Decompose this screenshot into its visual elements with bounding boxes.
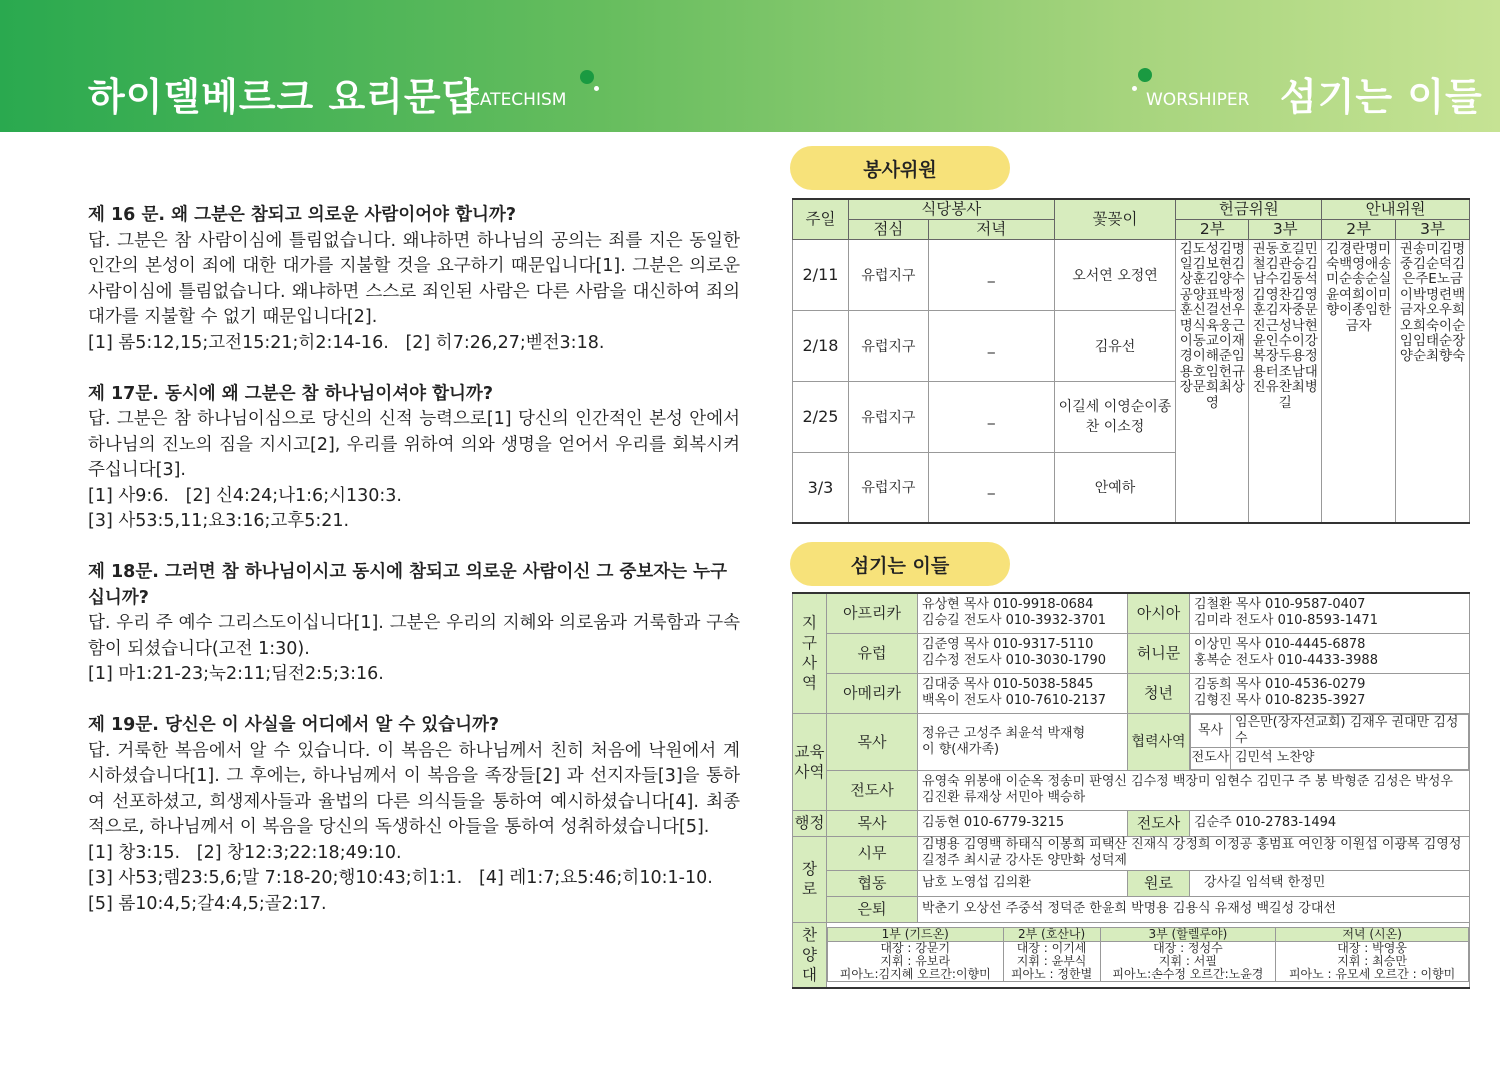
choir-cell	[826, 922, 1469, 988]
person-name: 박정훈	[1179, 286, 1245, 319]
coop-names: 임은만(장자선교회) 김재우 권대만 김성수	[1231, 714, 1469, 747]
coop-role: 전도사	[1191, 747, 1231, 769]
person-name: 오희숙	[1399, 317, 1440, 334]
person-name: 김양수	[1205, 271, 1245, 288]
elders-label	[793, 836, 827, 922]
person-name: 김자중	[1265, 302, 1305, 319]
person-name: 장양순	[1399, 332, 1466, 365]
catechism-reference: [1] 마1:21-23;눅2:11;딤전2:5;3:16.	[88, 664, 384, 684]
catechism-reference: [3] 사53:5,11;요3:16;고후5:21.	[88, 511, 350, 531]
member-line: 대장 : 정성수	[1153, 941, 1223, 956]
table-row	[793, 239, 1470, 310]
catechism-subtitle: CATECHISM	[468, 90, 567, 110]
dinner-cell: _	[928, 239, 1054, 310]
lunch-cell: 유럽지구	[848, 381, 928, 452]
header-offering-p3: 3부	[1249, 219, 1322, 239]
header-offering-p2: 2부	[1176, 219, 1249, 239]
person-name: 김명일	[1179, 240, 1245, 272]
catechism-answer: 답. 우리 주 예수 그리스도이십니다[1]. 그분은 우리의 지혜와 의로움과 거룩함과 구속함이 되셨습니다(고전 1:30).	[88, 613, 740, 659]
catechism-section	[88, 203, 740, 943]
person-name: 육웅근	[1205, 317, 1245, 334]
person-name: 윤인수	[1252, 332, 1292, 349]
education-pastor-label: 목사	[826, 713, 917, 770]
person-name: 명미숙	[1326, 240, 1392, 272]
contact-line: 유상현 목사 010-9918-0684	[922, 597, 1094, 613]
district-name: 아메리카	[826, 673, 917, 713]
name-line: 유영숙 위봉애 이순옥 정송미 판영신 김수정 백장미 임현수 김민구 주 봉 박형준 김성은 박성우	[922, 774, 1453, 789]
person-name: 이해준	[1192, 348, 1232, 365]
district-contacts	[918, 593, 1128, 633]
name-line: 김진환 류재상 서민아 백승하	[922, 790, 1086, 805]
person-name: 김보현	[1192, 255, 1232, 272]
admin-pastor-value: 김동현 010-6779-3215	[918, 810, 1128, 836]
person-name: 김동석	[1278, 271, 1318, 288]
person-name: 장문희	[1179, 379, 1219, 396]
district-name: 아시아	[1128, 593, 1190, 633]
person-name: 김명중	[1399, 240, 1466, 272]
label-char: 역	[801, 674, 817, 693]
header-banner	[0, 0, 1500, 132]
table-row	[793, 673, 1470, 713]
person-name: 박명련	[1412, 286, 1453, 303]
dinner-cell: _	[928, 381, 1054, 452]
catechism-reference: [1] 창3:15. [2] 창12:3;22:18;49:10.	[88, 842, 402, 863]
person-name: 이순임	[1399, 317, 1466, 349]
dot-icon	[594, 86, 599, 91]
person-name: 김경란	[1326, 240, 1366, 257]
district-contacts	[1190, 673, 1470, 713]
person-name: 진유찬	[1252, 379, 1292, 396]
contact-line: 백옥이 전도사 010-7610-2137	[922, 693, 1107, 708]
person-name: 이종임	[1339, 302, 1379, 319]
contact-line: 김동희 목사 010-4536-0279	[1194, 677, 1366, 692]
choir-group-members	[1100, 942, 1276, 982]
choir-group-name: 3부 (할렐루야)	[1100, 928, 1276, 942]
worshipers-table	[792, 592, 1470, 989]
catechism-block	[88, 713, 740, 917]
contact-line: 김승길 전도사 010-3932-3701	[922, 613, 1107, 629]
district-contacts	[918, 633, 1128, 673]
week-date: 2/18	[793, 310, 849, 381]
catechism-question: 제 19문. 당신은 이 사실을 어디에서 알 수 있습니까?	[88, 715, 500, 735]
person-name: 장두용	[1265, 348, 1305, 365]
person-name: 송순실	[1352, 271, 1392, 288]
person-name: 노금이	[1399, 271, 1463, 303]
person-name: 송미순	[1326, 255, 1392, 288]
table-row	[793, 593, 1470, 633]
person-name: 김관승	[1265, 255, 1305, 272]
district-name: 허니문	[1128, 633, 1190, 673]
name-line: 김병용 김영백 하태식 이봉희 피택산 진재식 강정희 이정공 홍범표 여인창 이원섭 이광복 김영성	[922, 837, 1462, 852]
person-name: 백금자	[1399, 286, 1466, 319]
table-row	[793, 633, 1470, 673]
catechism-title: 하이델베르크 요리문답	[88, 75, 480, 119]
contact-line: 홍복순 전도사 010-4433-3988	[1194, 653, 1378, 668]
elders-senior-label: 원로	[1128, 870, 1190, 896]
person-name: 공양표	[1179, 286, 1219, 303]
elders-retired-names: 박춘기 오상선 주중석 정덕준 한윤희 박명용 김용식 유재성 백길성 강대선	[918, 896, 1470, 922]
dinner-cell: _	[928, 310, 1054, 381]
header-meal: 식당봉사	[848, 199, 1054, 219]
member-line: 지휘 : 서필	[1158, 954, 1217, 969]
label-line: 사역	[794, 762, 825, 781]
person-name: 권동호	[1252, 240, 1292, 257]
person-name: 김상훈	[1179, 255, 1245, 288]
flower-cell: 오서연 오정연	[1054, 239, 1176, 310]
label-char: 장	[801, 860, 817, 878]
contact-line: 이상민 목사 010-4445-6878	[1194, 637, 1366, 652]
education-label	[793, 713, 827, 810]
admin-pastor-label: 목사	[826, 810, 917, 836]
member-line: 지휘 : 유보라	[880, 954, 951, 969]
catechism-reference: [5] 롬10:4,5;갈4:4,5;골2:17.	[88, 893, 327, 914]
service-table	[792, 198, 1470, 524]
coop-role: 목사	[1191, 714, 1231, 747]
district-name: 청년	[1128, 673, 1190, 713]
member-line: 대장 : 박영웅	[1337, 941, 1407, 956]
person-name: 이동교	[1179, 332, 1219, 349]
label-char: 대	[801, 965, 817, 984]
district-name: 아프리카	[826, 593, 917, 633]
choir-group-name: 1부 (기드온)	[827, 928, 1003, 942]
person-name: 김도성	[1179, 240, 1219, 257]
table-row	[793, 922, 1470, 988]
label-char: 찬	[801, 925, 817, 944]
service-pill: 봉사위원	[790, 146, 1010, 190]
contact-line: 김수정 전도사 010-3030-1790	[922, 653, 1107, 668]
elders-retired-label: 은퇴	[826, 896, 917, 922]
table-row	[793, 870, 1470, 896]
education-pastor-names	[918, 713, 1128, 770]
admin-label: 행정	[793, 810, 827, 836]
person-name: 조남대	[1278, 363, 1318, 380]
coop-label: 협력사역	[1128, 713, 1190, 770]
table-row	[793, 896, 1470, 922]
dot-icon	[1138, 68, 1152, 82]
admin-evangelist-value: 김순주 010-2783-1494	[1190, 810, 1470, 836]
offering-p2-list	[1176, 239, 1249, 523]
catechism-block	[88, 560, 740, 688]
elders-active-label: 시무	[826, 836, 917, 870]
person-name: 오우희	[1426, 302, 1466, 319]
person-name: 이종찬 이소정	[1085, 398, 1172, 435]
catechism-reference: [1] 사9:6. [2] 신4:24;나1:6;시130:3.	[88, 485, 402, 506]
choir-label	[793, 922, 827, 988]
week-date: 2/25	[793, 381, 849, 452]
contact-line: 김준영 목사 010-9317-5110	[922, 637, 1094, 652]
member-line: 피아노:김지혜 오르간:이향미	[839, 967, 991, 982]
catechism-question: 제 17문. 동시에 왜 그분은 참 하나님이셔야 합니까?	[88, 383, 493, 404]
person-name: 성낙현	[1278, 317, 1318, 334]
elders-assoc-names: 남호 노영섭 김의환	[918, 870, 1128, 896]
elders-senior-names: 강사길 임석택 한정민	[1190, 870, 1470, 896]
dot-icon	[580, 70, 594, 84]
catechism-question: 제 16 문. 왜 그분은 참되고 의로운 사람이어야 합니까?	[88, 205, 516, 225]
table-row	[793, 810, 1470, 836]
catechism-answer: 답. 그분은 참 하나님이심으로 당신의 신적 능력으로[1] 당신의 인간적인 본성 안에서 하나님의 진노의 짐을 지시고[2], 우리를 위하여 의와 생명을 얻어서 우리를 회복시켜 주십니다[3].	[88, 409, 740, 480]
member-line: 피아노:손수정 오르간:노윤경	[1112, 967, 1264, 982]
person-name: 김은주E	[1402, 255, 1466, 288]
catechism-block	[88, 203, 740, 356]
choir-group-members	[827, 942, 1003, 982]
catechism-reference: [3] 사53;렘23:5,6;말 7:18-20;행10:43;히1:1. [4] 레1:7;요5:46;히10:1-10.	[88, 868, 713, 888]
person-name: 이길세 이영순	[1058, 398, 1145, 415]
person-name: 김순덕	[1412, 255, 1453, 272]
person-name: 이재경	[1179, 332, 1245, 365]
table-row	[793, 770, 1470, 810]
lunch-cell: 유럽지구	[848, 239, 928, 310]
person-name: 최향숙	[1426, 348, 1466, 365]
person-name: 윤여희	[1326, 286, 1366, 303]
header-week: 주일	[793, 199, 849, 239]
choir-group-members	[1003, 942, 1100, 982]
contact-line: 김대중 목사 010-5038-5845	[922, 677, 1094, 692]
member-line: 대장 : 이기세	[1016, 941, 1087, 956]
name-line: 이 향(새가족)	[922, 741, 1000, 757]
person-name: 최상영	[1205, 379, 1245, 411]
worshipers-pill: 섬기는 이들	[790, 542, 1010, 586]
person-name: 길민철	[1252, 240, 1318, 272]
catechism-reference: [1] 롬5:12,15;고전15:21;히2:14-16. [2] 히7:26,27;벧전3:18.	[88, 332, 605, 353]
worshiper-subtitle: WORSHIPER	[1146, 90, 1250, 110]
district-name: 유럽	[826, 633, 917, 673]
person-name: 한금자	[1345, 302, 1392, 334]
lunch-cell: 유럽지구	[848, 452, 928, 523]
header-guide-p2: 2부	[1322, 219, 1396, 239]
dot-icon	[1132, 86, 1137, 91]
district-contacts	[1190, 593, 1470, 633]
contact-line: 김철환 목사 010-9587-0407	[1194, 597, 1366, 613]
person-name: 김남수	[1252, 255, 1318, 288]
choir-group-members	[1276, 942, 1469, 982]
table-row	[793, 836, 1470, 870]
catechism-block	[88, 382, 740, 535]
label-char: 구	[801, 634, 817, 653]
dinner-cell: _	[928, 452, 1054, 523]
person-name: 권송미	[1399, 240, 1440, 257]
coop-names: 김민석 노찬양	[1231, 747, 1469, 769]
person-name: 김영찬	[1252, 286, 1292, 303]
choir-group-name: 저녁 (시온)	[1276, 928, 1469, 942]
flower-cell	[1054, 381, 1176, 452]
offering-p3-list	[1249, 239, 1322, 523]
contact-line: 김형진 목사 010-8235-3927	[1194, 693, 1366, 708]
elders-active-names	[918, 836, 1470, 870]
label-char: 사	[801, 654, 817, 673]
catechism-answer: 답. 그분은 참 사람이심에 틀림없습니다. 왜냐하면 하나님의 공의는 죄를 지은 동일한 인간의 본성이 죄에 대한 대가를 지불할 것을 요구하기 때문입니다[1]. 그분은 의로운 사람이심에 틀림없습니다. 왜냐하면 스스로 죄인된 사람은 다른 사람을 대신하여 죄의 대가를 지불할 수 없기 때문입니다[2].	[88, 230, 740, 327]
guide-p3-list	[1396, 239, 1470, 523]
lunch-cell: 유럽지구	[848, 310, 928, 381]
name-line: 정유근 고성주 최윤석 박재형	[922, 725, 1086, 741]
person-name: 임헌규	[1205, 363, 1245, 380]
person-name: 문진근	[1252, 302, 1318, 334]
district-label	[793, 593, 827, 713]
label-char: 지	[801, 614, 817, 633]
catechism-answer: 답. 거룩한 복음에서 알 수 있습니다. 이 복음은 하나님께서 친히 처음에 낙원에서 계시하셨습니다[1]. 그 후에는, 하나님께서 이 복음을 족장들[2] 과 선지자들[3]을 통하여 선포하셨고, 희생제사들과 율법의 다른 의식들을 통하여 예시하셨습니다[4]. 최종적으로, 하나님께서 이 복음을 당신의 독생하신 아들을 통하여 성취하셨습니다[5].	[88, 740, 740, 837]
header-dinner: 저녁	[928, 219, 1054, 239]
district-contacts	[1190, 633, 1470, 673]
education-evangelist-label: 전도사	[826, 770, 917, 810]
person-name: 최병길	[1278, 379, 1318, 411]
flower-cell: 안예하	[1054, 452, 1176, 523]
education-evangelist-names	[918, 770, 1470, 810]
person-name: 임용호	[1179, 348, 1245, 380]
admin-evangelist-label: 전도사	[1128, 810, 1190, 836]
label-line: 교육	[794, 742, 825, 761]
table-row	[793, 713, 1470, 770]
header-guide: 안내위원	[1322, 199, 1470, 219]
member-line: 대장 : 강문기	[880, 941, 951, 956]
member-line: 피아노 : 정한별	[1010, 967, 1093, 982]
member-line: 피아노 : 유모세 오르간 : 이향미	[1288, 967, 1456, 982]
elders-assoc-label: 협동	[826, 870, 917, 896]
member-line: 지휘 : 윤부식	[1016, 954, 1087, 969]
worshiper-title: 섬기는 이들	[1280, 75, 1483, 119]
week-date: 2/11	[793, 239, 849, 310]
guide-p2-list	[1322, 239, 1396, 523]
choir-group-name: 2부 (호산나)	[1003, 928, 1100, 942]
catechism-question: 제 18문. 그러면 참 하나님이시고 동시에 참되고 의로운 사람이신 그 중보자는 누구십니까?	[88, 562, 727, 608]
person-name: 신걸	[1192, 302, 1219, 319]
district-contacts	[918, 673, 1128, 713]
label-char: 양	[801, 945, 817, 964]
header-lunch: 점심	[848, 219, 928, 239]
person-name: 이강복	[1252, 332, 1318, 365]
person-name: 백영애	[1339, 255, 1379, 272]
label-char: 로	[801, 880, 817, 898]
member-line: 지휘 : 최승만	[1337, 954, 1407, 969]
flower-cell: 김유선	[1054, 310, 1176, 381]
header-offering: 헌금위원	[1176, 199, 1322, 219]
person-name: 정용터	[1252, 348, 1318, 380]
person-name: 이미향	[1326, 286, 1392, 319]
coop-cell	[1190, 713, 1470, 770]
name-line: 길정주 최시균 강사돈 양만화 성덕제	[922, 853, 1127, 868]
contact-line: 김미라 전도사 010-8593-1471	[1194, 613, 1378, 629]
header-flower: 꽃꽂이	[1054, 199, 1176, 239]
person-name: 김영훈	[1252, 286, 1318, 319]
person-name: 임태순	[1412, 332, 1453, 349]
person-name: 선우명식	[1179, 302, 1245, 334]
header-guide-p3: 3부	[1396, 219, 1470, 239]
week-date: 3/3	[793, 452, 849, 523]
